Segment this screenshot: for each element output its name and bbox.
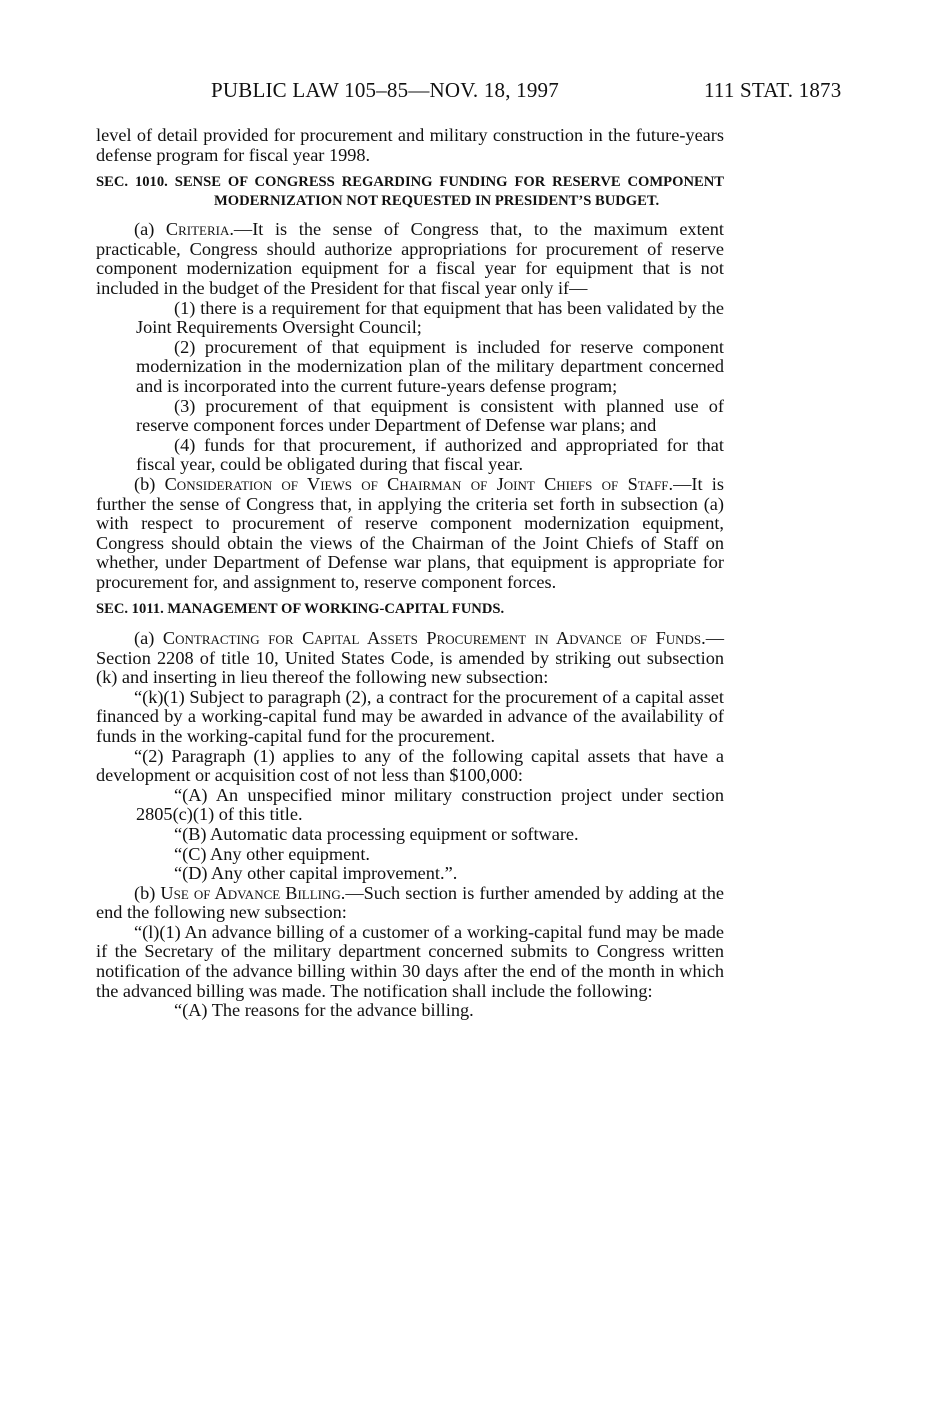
quoted-item-kC: “(C) Any other equipment.	[174, 843, 370, 864]
subsection-a-heading: Criteria	[165, 219, 230, 240]
subsection-b-heading: Consideration of Views of Chairman of Joint Chiefs of Staff	[164, 473, 669, 494]
quoted-subsection-k1: “(k)(1) Subject to paragraph (2), a contract for the procurement of a capital asset financed by a working-capital fund may be awarded in advance of the availability of funds in the working-capital fund for the procurement.	[96, 686, 724, 746]
paragraph-a4: (4) funds for that procurement, if authorized and appropriated for that fiscal year, could be obligated during that fiscal year.	[136, 434, 724, 475]
quoted-item-kB: “(B) Automatic data processing equipment or software.	[174, 823, 579, 844]
subsection-b-text: .—It is further the sense of Congress that, in applying the criteria set forth in subsection (a) with respect to procurement of reserve component modernization equipment, Congress should obtain the views of the Chairman of the Joint Chiefs of Staff on whether, under Department of Defense war plans, that equipment is appropriate for procurement for, and assignment to, reserve component forces.	[96, 473, 724, 592]
quoted-item-kD: “(D) Any other capital improvement.”.	[174, 863, 458, 884]
subsection-1011-a	[96, 629, 724, 688]
running-head-title: PUBLIC LAW 105–85—NOV. 18, 1997	[211, 78, 559, 102]
subsection-1011-a-text: .—Section 2208 of title 10, United States Code, is amended by striking out subsection (k) and inserting in lieu thereof the following new subsection:	[96, 627, 724, 688]
quoted-subsection-k2: “(2) Paragraph (1) applies to any of the following capital assets that have a development or acquisition cost of not less than $100,000:	[96, 745, 724, 786]
section-heading-1011: SEC. 1011. MANAGEMENT OF WORKING-CAPITAL FUNDS.	[96, 601, 505, 618]
paragraph-a1: (1) there is a requirement for that equipment that has been validated by the Joint Requirements Oversight Council;	[136, 297, 724, 338]
subsection-1011-b-label: (b)	[134, 882, 161, 903]
quoted-item-lA: “(A) The reasons for the advance billing.	[174, 1000, 474, 1021]
subsection-a	[96, 220, 724, 298]
subsection-b	[96, 475, 724, 593]
quoted-item-kA: “(A) An unspecified minor military construction project under section 2805(c)(1) of this title.	[136, 784, 724, 825]
paragraph-continuation: level of detail provided for procurement and military construction in the future-years defense program for fiscal year 1998.	[96, 125, 724, 165]
section-heading-1010: SEC. 1010. SENSE OF CONGRESS REGARDING FUNDING FOR RESERVE COMPONENT MODERNIZATION NOT REQUESTED IN PRESIDENT’S BUDGET.	[96, 174, 724, 209]
subsection-1011-a-heading: Contracting for Capital Assets Procurement in Advance of Funds	[162, 627, 702, 648]
subsection-a-text: .—It is the sense of Congress that, to the maximum extent practicable, Congress should authorize appropriations for procurement of reserve component modernization equipment for a fiscal year for equipment that is not included in the budget of the President for that fiscal year only if—	[96, 219, 724, 298]
subsection-b-label: (b)	[134, 473, 165, 494]
quoted-subsection-l1: “(l)(1) An advance billing of a customer of a working-capital fund may be made if the Secretary of the military department concerned submits to Congress written notification of the advance billing within 30 days after the end of the month in which the advanced billing was made. The notification shall include the following:	[96, 921, 724, 1001]
stat-citation: 111 STAT. 1873	[704, 78, 842, 102]
subsection-a-label: (a)	[134, 219, 166, 240]
page-body	[96, 126, 724, 1021]
subsection-1011-b	[96, 884, 724, 923]
subsection-1011-b-heading: Use of Advance Billing	[160, 882, 341, 903]
page-header	[0, 78, 944, 106]
paragraph-a3: (3) procurement of that equipment is consistent with planned use of reserve component forces under Department of Defense war plans; and	[136, 395, 724, 436]
subsection-1011-b-text: .—Such section is further amended by adding at the end the following new subsection:	[96, 882, 724, 923]
paragraph-a2: (2) procurement of that equipment is included for reserve component modernization in the modernization plan of the military department concerned and is incorporated into the current future-years defense program;	[136, 336, 724, 396]
subsection-1011-a-label: (a)	[134, 627, 163, 648]
